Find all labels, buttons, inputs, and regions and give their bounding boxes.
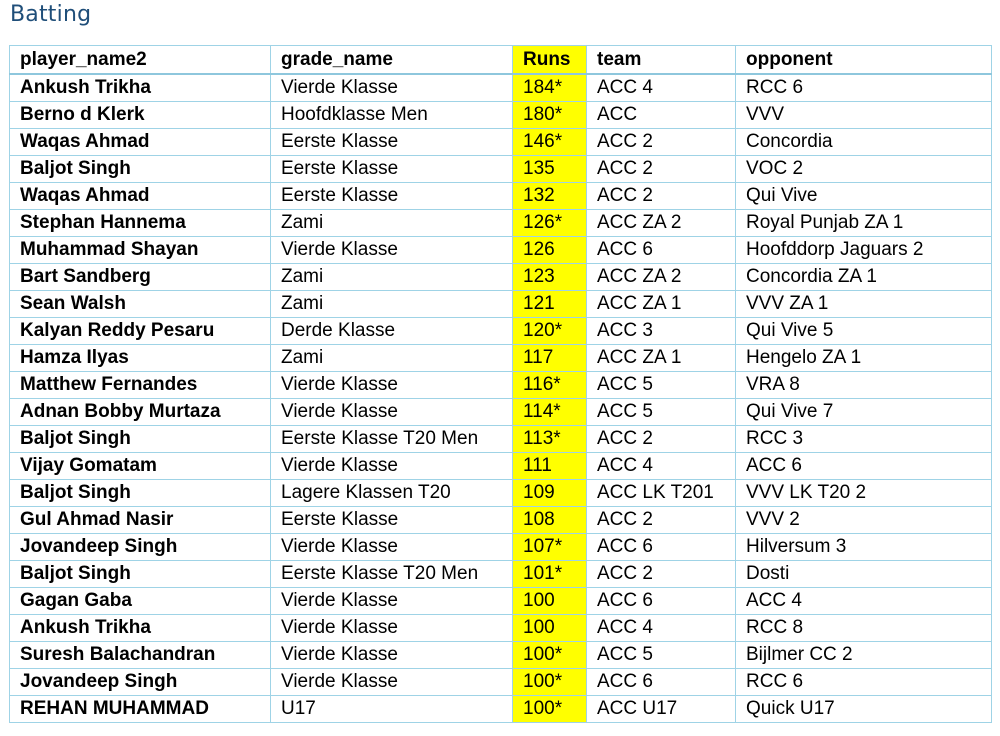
opponent-cell: Hoofddorp Jaguars 2 [736,237,992,264]
opponent-cell: Qui Vive 7 [736,399,992,426]
player-name-cell: Hamza Ilyas [10,345,271,372]
player-name-cell: Muhammad Shayan [10,237,271,264]
grade-name-cell: Vierde Klasse [271,372,513,399]
table-row [10,345,992,372]
opponent-cell: VRA 8 [736,372,992,399]
opponent-cell: VVV ZA 1 [736,291,992,318]
opponent-cell: Concordia [736,129,992,156]
player-name-cell: Baljot Singh [10,480,271,507]
team-cell: ACC ZA 1 [587,345,736,372]
header-grade-name: grade_name [271,46,513,75]
runs-cell: 100* [513,642,587,669]
grade-name-cell: Eerste Klasse [271,507,513,534]
grade-name-cell: Derde Klasse [271,318,513,345]
grade-name-cell: Zami [271,264,513,291]
team-cell: ACC U17 [587,696,736,723]
grade-name-cell: Vierde Klasse [271,399,513,426]
opponent-cell: Concordia ZA 1 [736,264,992,291]
runs-cell: 126* [513,210,587,237]
player-name-cell: Adnan Bobby Murtaza [10,399,271,426]
grade-name-cell: Eerste Klasse T20 Men [271,426,513,453]
player-name-cell: Bart Sandberg [10,264,271,291]
runs-cell: 109 [513,480,587,507]
team-cell: ACC 4 [587,453,736,480]
opponent-cell: ACC 4 [736,588,992,615]
runs-cell: 100* [513,696,587,723]
runs-cell: 135 [513,156,587,183]
player-name-cell: Waqas Ahmad [10,129,271,156]
team-cell: ACC 2 [587,183,736,210]
table-row [10,534,992,561]
opponent-cell: RCC 6 [736,669,992,696]
table-row [10,453,992,480]
team-cell: ACC LK T201 [587,480,736,507]
grade-name-cell: Vierde Klasse [271,642,513,669]
opponent-cell: VVV [736,102,992,129]
runs-cell: 132 [513,183,587,210]
grade-name-cell: Vierde Klasse [271,453,513,480]
grade-name-cell: Lagere Klassen T20 [271,480,513,507]
opponent-cell: VOC 2 [736,156,992,183]
player-name-cell: Stephan Hannema [10,210,271,237]
grade-name-cell: Eerste Klasse [271,129,513,156]
runs-cell: 101* [513,561,587,588]
player-name-cell: Baljot Singh [10,561,271,588]
player-name-cell: Berno d Klerk [10,102,271,129]
header-runs: Runs [513,46,587,75]
team-cell: ACC 2 [587,426,736,453]
team-cell: ACC 4 [587,615,736,642]
team-cell: ACC 2 [587,156,736,183]
player-name-cell: Waqas Ahmad [10,183,271,210]
player-name-cell: Gul Ahmad Nasir [10,507,271,534]
opponent-cell: Qui Vive [736,183,992,210]
table-row [10,102,992,129]
opponent-cell: Bijlmer CC 2 [736,642,992,669]
opponent-cell: Hilversum 3 [736,534,992,561]
table-row [10,183,992,210]
runs-cell: 126 [513,237,587,264]
team-cell: ACC 2 [587,129,736,156]
runs-cell: 114* [513,399,587,426]
team-cell: ACC 5 [587,642,736,669]
player-name-cell: Suresh Balachandran [10,642,271,669]
table-row [10,129,992,156]
grade-name-cell: Vierde Klasse [271,237,513,264]
runs-cell: 108 [513,507,587,534]
runs-cell: 146* [513,129,587,156]
team-cell: ACC [587,102,736,129]
grade-name-cell: Eerste Klasse [271,183,513,210]
opponent-cell: VVV LK T20 2 [736,480,992,507]
table-row [10,507,992,534]
grade-name-cell: Vierde Klasse [271,615,513,642]
player-name-cell: Vijay Gomatam [10,453,271,480]
team-cell: ACC 6 [587,588,736,615]
opponent-cell: RCC 6 [736,74,992,102]
player-name-cell: REHAN MUHAMMAD [10,696,271,723]
runs-cell: 111 [513,453,587,480]
table-row [10,426,992,453]
team-cell: ACC ZA 2 [587,210,736,237]
opponent-cell: Dosti [736,561,992,588]
table-row [10,696,992,723]
team-cell: ACC 6 [587,237,736,264]
opponent-cell: Royal Punjab ZA 1 [736,210,992,237]
runs-cell: 113* [513,426,587,453]
table-row [10,669,992,696]
runs-cell: 121 [513,291,587,318]
runs-cell: 100 [513,615,587,642]
player-name-cell: Jovandeep Singh [10,669,271,696]
table-row [10,615,992,642]
opponent-cell: VVV 2 [736,507,992,534]
table-row [10,291,992,318]
player-name-cell: Ankush Trikha [10,74,271,102]
table-row [10,264,992,291]
team-cell: ACC ZA 2 [587,264,736,291]
player-name-cell: Baljot Singh [10,426,271,453]
runs-cell: 120* [513,318,587,345]
table-row [10,74,992,102]
header-player-name: player_name2 [10,46,271,75]
batting-table [9,45,992,723]
table-row [10,210,992,237]
runs-cell: 184* [513,74,587,102]
grade-name-cell: Zami [271,291,513,318]
header-team: team [587,46,736,75]
opponent-cell: Quick U17 [736,696,992,723]
grade-name-cell: Vierde Klasse [271,669,513,696]
team-cell: ACC 4 [587,74,736,102]
opponent-cell: Qui Vive 5 [736,318,992,345]
table-row [10,318,992,345]
grade-name-cell: Zami [271,345,513,372]
team-cell: ACC 2 [587,507,736,534]
table-row [10,237,992,264]
runs-cell: 116* [513,372,587,399]
player-name-cell: Ankush Trikha [10,615,271,642]
grade-name-cell: Vierde Klasse [271,534,513,561]
header-opponent: opponent [736,46,992,75]
opponent-cell: Hengelo ZA 1 [736,345,992,372]
player-name-cell: Jovandeep Singh [10,534,271,561]
table-row [10,156,992,183]
grade-name-cell: Zami [271,210,513,237]
section-title: Batting [10,2,92,27]
team-cell: ACC 3 [587,318,736,345]
table-row [10,480,992,507]
grade-name-cell: Hoofdklasse Men [271,102,513,129]
grade-name-cell: Vierde Klasse [271,74,513,102]
team-cell: ACC 6 [587,534,736,561]
grade-name-cell: Eerste Klasse [271,156,513,183]
runs-cell: 117 [513,345,587,372]
grade-name-cell: Eerste Klasse T20 Men [271,561,513,588]
player-name-cell: Gagan Gaba [10,588,271,615]
runs-cell: 180* [513,102,587,129]
header-row [10,46,992,75]
opponent-cell: RCC 3 [736,426,992,453]
table-row [10,642,992,669]
player-name-cell: Sean Walsh [10,291,271,318]
table-row [10,588,992,615]
table-row [10,372,992,399]
team-cell: ACC 5 [587,372,736,399]
team-cell: ACC 2 [587,561,736,588]
opponent-cell: ACC 6 [736,453,992,480]
table-row [10,399,992,426]
runs-cell: 100* [513,669,587,696]
team-cell: ACC 5 [587,399,736,426]
grade-name-cell: U17 [271,696,513,723]
team-cell: ACC ZA 1 [587,291,736,318]
runs-cell: 123 [513,264,587,291]
team-cell: ACC 6 [587,669,736,696]
player-name-cell: Kalyan Reddy Pesaru [10,318,271,345]
runs-cell: 100 [513,588,587,615]
table-row [10,561,992,588]
opponent-cell: RCC 8 [736,615,992,642]
grade-name-cell: Vierde Klasse [271,588,513,615]
runs-cell: 107* [513,534,587,561]
player-name-cell: Baljot Singh [10,156,271,183]
player-name-cell: Matthew Fernandes [10,372,271,399]
